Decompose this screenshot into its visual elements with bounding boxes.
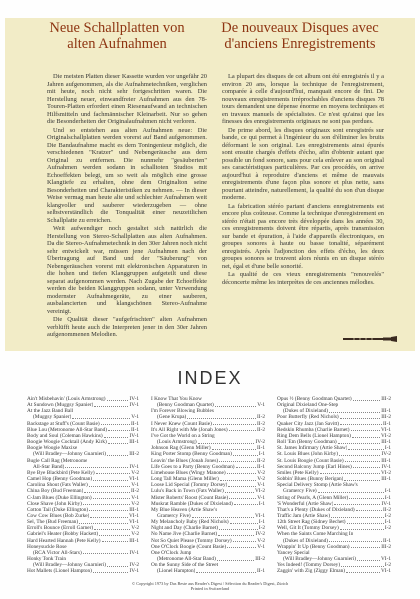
dot-leader [227, 470, 257, 475]
index-entry-title: Muskrat Ramble (Dukes of Dixieland) [151, 500, 233, 507]
index-entry-title: China Boy (Bud Freeman) [27, 488, 84, 495]
dot-leader [234, 501, 258, 506]
index-entry-reference: I-1 [384, 494, 391, 501]
index-entry-title: One O'Clock Boogie (Count Basie) [151, 543, 227, 550]
index-entry-title: Leavin' the Blues (Jonah Jones) [151, 457, 219, 464]
index-entry-reference: II-2 [383, 506, 391, 513]
dot-leader [233, 451, 258, 456]
index-entry-title: Close Shave (John Kirby) [27, 500, 82, 507]
index-entry-title: Quaker City Jazz (Jan Savitt) [277, 420, 340, 427]
index-entry-title: Lulu's Back in Town (Fats Waller) [151, 488, 224, 495]
index-entry-reference: VI-1 [380, 556, 391, 563]
dot-leader [212, 445, 256, 450]
index-entry-reference: I-1 [258, 519, 265, 526]
index-entry-title: Yancey Special [277, 549, 310, 556]
clarinet-icon [342, 336, 398, 342]
index-entry-reference: IV-1 [129, 463, 139, 470]
index-entry-reference: V-1 [131, 414, 139, 421]
index-entry-reference: VI-1 [128, 512, 139, 519]
index-entry-title: Sel, The (Bud Freeman) [27, 519, 79, 526]
dot-leader [341, 562, 384, 567]
dot-leader [219, 458, 256, 463]
french-paragraph: De prime abord, les disques originaux sont enregistrés sur bande, ce qui permet à l'ingénieur du son d'éliminer les bruits déformant le son original. Les enregistrements ainsi épurés sont ensuite chargés d'effets d'écho, afin d'obtenir autant que possible un fond sonore, sans pour cela enlever au son original ses caractéristiques particulières. Par ces procédés, on arrive aujourd'hui à reproduire d'anciens et même de mauvais enregistrements d'une façon plus sonore et plus nette, sans pourtant atteindre, naturellement, la qualité du son d'un disque moderne. [222, 126, 384, 201]
index-entry-title: 'S Wonderful (Artie Shaw) [277, 500, 334, 507]
index-entry-title: No Name Jive (Charlie Barnet) [151, 531, 218, 538]
index-entry-title: Gabriel's Heater (Bobby Hackett) [27, 531, 99, 538]
dot-leader [229, 495, 256, 500]
index-entry-reference: V-2 [131, 500, 139, 507]
index-entry-reference: VI-2 [380, 469, 391, 476]
index-entry-title: Long Tall Mama (Glenn Miller) [151, 476, 219, 483]
index-entry-reference: II-1 [383, 420, 391, 427]
dot-leader [230, 519, 258, 524]
index-entry-title: Original Dixieland One-Step [277, 402, 339, 409]
index-entry-title: Smiles (Pete Kelly) [277, 469, 319, 476]
index-entry-reference: IV-1 [381, 500, 391, 507]
copyright-line: © Copyright 1973 by Das Beste aus Reader's Digest / Sélection du Reader's Digest, Zürich [131, 581, 289, 586]
index-entry [277, 568, 391, 574]
index-entry-title: My Melancholy Baby (Red Nichols) [151, 519, 229, 526]
dot-leader [357, 556, 380, 561]
index-entry-title: St. James Infirmary (Artie Shaw) [277, 445, 348, 452]
dot-leader [101, 421, 130, 426]
index-entry-reference: I-1 [258, 500, 265, 507]
dot-leader [94, 525, 130, 530]
dot-leader [215, 402, 256, 407]
index-entry-reference: IV-1 [129, 568, 139, 575]
index-entry-reference: VI-1 [380, 568, 391, 575]
index-entry-reference: IV-1 [129, 402, 139, 409]
index-entry-title: Boogie Woogie Cocktail (Andy Kirk) [27, 439, 107, 446]
index-entry-reference: I-2 [384, 525, 391, 532]
index-entry-title: Boogie Woogie Maxixe [27, 445, 78, 452]
german-paragraph: Die Qualität dieser "aufgefrischten" alten Aufnahmen verblüfft heute auch die Interpreten jener in den 30er Jahren aufgenommenen Melodien. [47, 316, 207, 338]
index-entry-reference: V-2 [257, 476, 265, 483]
dot-leader [351, 544, 381, 549]
dot-leader [340, 525, 384, 530]
index-entry-title: C-Jam Blues (Duke Ellington) [27, 494, 92, 501]
index-entry-title: (Metronome All-Star Band) [157, 556, 216, 563]
index-entry-title: Carolina Shout (Fats Waller) [27, 482, 88, 489]
index-entry-reference: IV-1 [129, 432, 139, 439]
index-entry-reference: VI-2 [380, 432, 391, 439]
dot-leader [353, 464, 381, 469]
index-entry-reference: V-2 [257, 469, 265, 476]
index-entry-reference: II-2 [131, 488, 139, 495]
index-entry-title: I Never Knew (Count Basie) [151, 420, 212, 427]
dot-leader [89, 507, 128, 512]
index-entry-reference: I-2 [384, 562, 391, 569]
index-entry-title: My Blue Heaven (Artie Shaw's [151, 506, 218, 513]
index-entry-title: Gramercy Five) [283, 488, 317, 495]
dot-leader [320, 470, 380, 475]
index-entry-title: Camel Hop (Benny Goodman) [27, 476, 93, 483]
index-entry-title: Hard Hearted Hannah (Pete Kelly) [27, 537, 101, 544]
index-entry-title: Gramercy Five) [157, 512, 191, 519]
index-entry-title: (Louis Armstrong) [157, 439, 197, 446]
dot-leader [218, 531, 254, 536]
index-entry-title: Traffic Jam (Artie Shaw) [277, 512, 331, 519]
index-entry-title: All-Star Band) [33, 463, 65, 470]
index-entry-title: Yes Indeed! (Tommy Dorsey) [277, 562, 341, 569]
index-entry-title: Blue Lou (Metronome All-Star Band) [27, 426, 108, 433]
index-entry-reference: III-1 [381, 439, 391, 446]
index-entry-title: Night and Day (Charlie Barnet) [151, 525, 219, 532]
index-entry-title: (Will Bradley—Johnny Guarnieri) [33, 451, 107, 458]
index-entry-reference: I-1 [258, 451, 265, 458]
index-entry-title: Honky Tonk Train [27, 556, 66, 563]
dot-leader [192, 513, 254, 518]
index-entry-reference: V-2 [131, 469, 139, 476]
dot-leader [344, 476, 380, 481]
french-title: De nouveaux Disques avec d'anciens Enregistrements [221, 20, 379, 52]
index-entry-reference: I-1 [384, 519, 391, 526]
dot-leader [187, 414, 256, 419]
german-title: Neue Schallplatten von alten Aufnahmen [49, 20, 185, 52]
index-entry-reference: IV-2 [129, 562, 139, 569]
index-entry-reference: III-2 [255, 556, 265, 563]
index-entry-title: At the Jazz Band Ball [27, 408, 74, 415]
index-entry-reference: II-2 [257, 420, 265, 427]
index-entry-reference: III-2 [381, 414, 391, 421]
index-entry-reference: V-1 [257, 482, 265, 489]
dot-leader [349, 495, 384, 500]
index-entry-title: Bugle Call Rag (Metronome [27, 457, 88, 464]
index-entry-title: When the Saints Come Marching In [277, 531, 354, 538]
french-paragraph: La plupart des disques de cet album ont été enregistrés il y a environ 20 ans, lorsque la technique de l'enregistrement, comparée à celle d'aujourd'hui, manquait encore de fini. De nouveaux enregistrements irréprochables d'anciens disques 78 tours demandent une dépense énorme en moyens techniques et en travaux manuels de spécialistes. Ce n'est qu'ainsi que les finesses des enregistrements originaux ne sont pas perdues. [222, 73, 384, 125]
index-entry-title: (Will Bradley—Johnny Guarnieri) [33, 562, 107, 569]
dot-leader [72, 414, 130, 419]
dot-leader [347, 519, 384, 524]
dot-leader [348, 445, 383, 450]
index-entry-title: Ring Dem Bells (Lionel Hampton) [277, 432, 351, 439]
index-entry-title: Cotton Tail (Duke Ellington) [27, 506, 89, 513]
dot-leader [79, 519, 128, 524]
index-entry-reference: I-2 [384, 512, 391, 519]
index-entry-title: Bye Bye Blackbird (Pete Kelly) [27, 469, 95, 476]
index-entry-title: I'm Forever Blowing Bubbles [151, 408, 214, 415]
french-text [222, 73, 384, 287]
index-entry-title: (Muggsy Spanier) [33, 414, 72, 421]
printed-line: Printed in Switzerland [190, 586, 230, 591]
index-column-2 [151, 396, 265, 575]
index-column-3 [277, 396, 391, 575]
dot-leader [83, 550, 129, 555]
index-entry-reference: I-2 [258, 525, 265, 532]
index-entry-reference: III-1 [381, 457, 391, 464]
index-entry-reference: III-2 [381, 543, 391, 550]
index-entry-reference: VI-1 [128, 476, 139, 483]
dot-leader [318, 488, 384, 493]
index-entry-reference: III-1 [129, 506, 139, 513]
dot-leader [340, 421, 382, 426]
index-entry-title: Johnson Rag (Glenn Miller) [151, 445, 211, 452]
dot-leader [233, 538, 257, 543]
index-entry-title: Honeysuckle Rose [27, 543, 67, 550]
index-entry-title: Backstage at Stuff's (Count Basie) [27, 420, 100, 427]
index-entry [151, 568, 265, 574]
dot-leader [331, 513, 384, 518]
index-entry-title: King Porter Stomp (Benny Goodman) [151, 451, 232, 458]
index-entry-reference: III-2 [381, 396, 391, 402]
index-entry-reference: II-1 [257, 463, 265, 470]
dot-leader [90, 513, 128, 518]
index-entry-title: 12th Street Rag (Sidney Bechet) [277, 519, 346, 526]
dot-leader [93, 495, 131, 500]
index-entry-title: St. Louis Boogie (Count Basie) [277, 457, 344, 464]
dot-leader [236, 464, 256, 469]
index-entry-reference: VI-2 [254, 488, 265, 495]
index-entry-reference: IV-1 [129, 549, 139, 556]
footer [0, 581, 420, 591]
index-entry-title: Hot Mallets (Lionel Hampton) [27, 568, 92, 575]
index-entry-title: Second Balcony Jump (Earl Hines) [277, 463, 352, 470]
index-entry-reference: V-1 [257, 494, 265, 501]
index-entry [27, 568, 139, 574]
dot-leader [84, 488, 130, 493]
index-entry-reference: III-2 [129, 451, 139, 458]
index-entry-title: Opus ½ (Benny Goodman Quartet) [277, 396, 352, 402]
dot-leader [96, 470, 131, 475]
index-entry-title: At Sundown (Muggsy Spanier) [27, 402, 94, 409]
french-paragraph: La qualité de ces vieux enregistrements "renouvelés" déconcerte même les interprètes de ces anciennes mélodies. [222, 271, 384, 286]
index-entry-title: St. Louis Blues (John Kirby) [277, 451, 339, 458]
index-entry-reference: II-1 [257, 445, 265, 452]
dot-leader [227, 544, 256, 549]
dot-leader [89, 482, 130, 487]
index-entry-reference: II-1 [383, 537, 391, 544]
dot-leader [94, 402, 128, 407]
index-entry-reference: IV-2 [255, 439, 265, 446]
index-entry-reference: II-1 [131, 426, 139, 433]
index-entry-title: On the Sunny Side of the Street [151, 562, 219, 569]
dot-leader [219, 525, 258, 530]
index-entry-title: I've Got the World on a String [151, 432, 215, 439]
index-entry-title: Sobbin' Blues (Bunny Berigan) [277, 476, 344, 483]
dot-leader [353, 396, 381, 401]
index-entry-title: It's All Right with Me (Jonah Jones) [151, 426, 228, 433]
index-entry-title: Redskin Rhumba (Charlie Barnet) [277, 426, 350, 433]
index-entry-title: Loose Lid Special (Tommy Dorsey) [151, 482, 228, 489]
index-title: INDEX [177, 368, 243, 388]
dot-leader [83, 501, 130, 506]
german-paragraph: Die meisten Platten dieser Kassette wurden vor ungefähr 20 Jahren aufgenommen, als die Aufnahmetechniken, verglichen mit heute, noch nicht sehr fortgeschritten waren. Die Herstellung neuer, einwandfreier Aufnahmen aus den 78-Touren-Platten erfordert einen Riesenaufwand an technischen Hilfsmitteln und fachmännischer Kleinarbeit. Nur so gehen die Besonderheiten der Originalaufnahmen nicht verloren. [47, 73, 207, 125]
index-entry-title: Erroll's Bounce (Erroll Garner) [27, 525, 94, 532]
dot-leader [108, 439, 128, 444]
german-text [47, 73, 207, 340]
index-entry-reference: IV-1 [381, 463, 391, 470]
index-entry-reference: V-2 [257, 537, 265, 544]
index-entry-title: Not So Quiet Please (Tommy Dorsey) [151, 537, 232, 544]
index-entry-title: (Benny Goodman Quartet) [157, 402, 214, 409]
index-entry-reference: VI-1 [254, 512, 265, 519]
index-entry-title: Body and Soul (Coleman Hawkins) [27, 432, 103, 439]
index-entry-reference: IV-2 [381, 451, 391, 458]
dot-leader [99, 531, 130, 536]
index-entry-title: (Will Bradley—Johnny Guarnieri) [283, 556, 357, 563]
dot-leader [329, 538, 382, 543]
index-entry-reference: IV-1 [129, 396, 139, 402]
dot-leader [329, 408, 380, 413]
dot-leader [225, 488, 254, 493]
dot-leader [93, 476, 128, 481]
dot-leader [102, 538, 129, 543]
dot-leader [196, 568, 256, 573]
index-entry-title: Wrappin' It Up (Benny Goodman) [277, 543, 350, 550]
dot-leader [334, 501, 380, 506]
dot-leader [339, 451, 380, 456]
index-entry-reference: II-2 [257, 426, 265, 433]
index-entry-title: One O'Clock Jump [151, 549, 192, 556]
dot-leader [351, 427, 380, 432]
index-entry-title: String of Pearls, A (Glenn Miller) [277, 494, 349, 501]
index-entry-title: Zaggin' with Zig (Ziggy Elman) [277, 568, 346, 575]
index-entry-reference: III-1 [129, 537, 139, 544]
index-entry-title: (Gene Krupa) [157, 414, 187, 421]
index-entry-title: Limehouse Blues (Wingy Manone) [151, 469, 226, 476]
dot-leader [217, 556, 254, 561]
index-entry-reference: VI-1 [128, 519, 139, 526]
index-entry-title: (RCA Victor All-Stars) [33, 549, 82, 556]
index-entry-title: Cow Cow Blues (Bob Zurke) [27, 512, 90, 519]
index-entry-title: Ain't Misbehavin' (Louis Armstrong) [27, 396, 106, 402]
index-entry-reference: III-1 [381, 408, 391, 415]
dot-leader [340, 414, 381, 419]
index-entry-reference: VI-1 [380, 426, 391, 433]
index-entry-title: (Dukes of Dixieland) [283, 408, 329, 415]
dot-leader [346, 568, 380, 573]
index-entry-title: (Lionel Hampton) [157, 568, 196, 575]
french-paragraph: La fabrication stéréo partant d'anciens enregistrements est encore plus coûteuse. Comme la technique d'enregistrement en stéréo n'était pas encore très développée dans les années 30, ces enregistrements doivent être répartis, après transmission sur bande et épuration, à l'aide d'appareils électroniques, en groupes sonores à haute ou basse tonalité, séparément enregistrés. Après l'adjonction des effets d'écho, les deux groupes sonores se trouvent alors réunis en un disque stéréo net, égal et d'une belle sonorité. [222, 202, 384, 270]
index-entry-reference: V-1 [257, 402, 265, 409]
dot-leader [228, 482, 256, 487]
index-entry-title: Well, Git It (Tommy Dorsey) [277, 525, 339, 532]
index-entry-title: Life Goes to a Party (Benny Goodman) [151, 463, 235, 470]
dot-leader [220, 476, 256, 481]
dot-leader [93, 568, 129, 573]
index-entry-title: (Dukes of Dixieland) [283, 537, 329, 544]
index-entry-title: Mister Roberts' Roost (Count Basie) [151, 494, 229, 501]
index-entry-reference: III-1 [381, 476, 391, 483]
dot-leader [338, 439, 381, 444]
index-entry-title: I Know That You Know [151, 396, 202, 402]
index-entry-reference: V-1 [131, 482, 139, 489]
index-entry-title: That's a Plenty (Dukes of Dixieland) [277, 506, 355, 513]
index-entry-reference: II-2 [257, 414, 265, 421]
index-entry-reference: I-1 [384, 488, 391, 495]
dot-leader [198, 439, 255, 444]
dot-leader [107, 562, 128, 567]
german-paragraph: Weit aufwendiger noch gestaltet sich natürlich die Herstellung von Stereo-Schallplatten aus alten Aufnahmen. Da die Stereo-Aufnahmetechnik in den 30er Jahren noch nicht sehr entwickelt war, müssen jene Aufnahmen nach der Übertragung auf Band und der "Säuberung" von Nebengeräuschen vorerst mit elektronischen Apparaturen in die hohen und tiefen Klanggruppen aufgeteilt und diese separat aufgenommen werden. Nach Zugabe der Echoeffekte werden die beiden Klanggruppen sodann, unter Verwendung modernster Aufnahmegeräte, zu einer sauberen, ausbalancierten und klangschönen Stereo-Aufnahme vereinigt. [47, 225, 207, 315]
dot-leader [104, 433, 129, 438]
index-entry-reference: IV-2 [255, 531, 265, 538]
dot-leader [107, 451, 128, 456]
index-entry-title: Poor Butterfly (Red Nichols) [277, 414, 339, 421]
dot-leader [356, 507, 382, 512]
index-entry-reference: II-2 [257, 457, 265, 464]
index-entry-reference: III-1 [129, 439, 139, 446]
index-entry-reference: V-2 [131, 525, 139, 532]
dot-leader [107, 396, 129, 401]
index-entry-reference: V-1 [131, 494, 139, 501]
index-entry-reference: II-1 [257, 568, 265, 575]
index-entry-reference: V-2 [131, 531, 139, 538]
dot-leader [213, 421, 256, 426]
dot-leader [108, 427, 130, 432]
index-entry-title: Roll 'Em (Benny Goodman) [277, 439, 337, 446]
index-entry-title: Special Delivery Stomp (Artie Shaw's [277, 482, 358, 489]
dot-leader [65, 464, 128, 469]
german-paragraph: Und so entstehen aus alten Aufnahmen neue: Die Originalschallplatten werden vorerst auf Band aufgenommen. Die Bandaufnahme macht es dem Toningenieur möglich, die verschiedenen "Kratzer" und Nebengeräusche aus dem Original zu entfernen. Die nunmehr "gesäuberten" Aufnahmen werden sodann in schalltoten Studios mit Echoeffekten belegt, um so weit als möglich eine grosse Klangtiefe zu erhalten, ohne dem Originalton seine Besonderheiten und Charakteristiken zu nehmen. — In dieser Weise vermag man heute alte und schlechter Aufnahmen weit klangvoller und sauberer wiederzugeben — ohne selbstverständlich die Tonqualität einer neuzeitlichen Schallplatte zu erreichen. [47, 126, 207, 224]
index-entry-reference: II-1 [131, 420, 139, 427]
dot-leader [229, 427, 256, 432]
index-column-1 [27, 396, 139, 575]
dot-leader [345, 458, 381, 463]
dot-leader [352, 433, 380, 438]
index-entry-reference: I-1 [384, 445, 391, 452]
index-entry-reference: V-1 [257, 543, 265, 550]
